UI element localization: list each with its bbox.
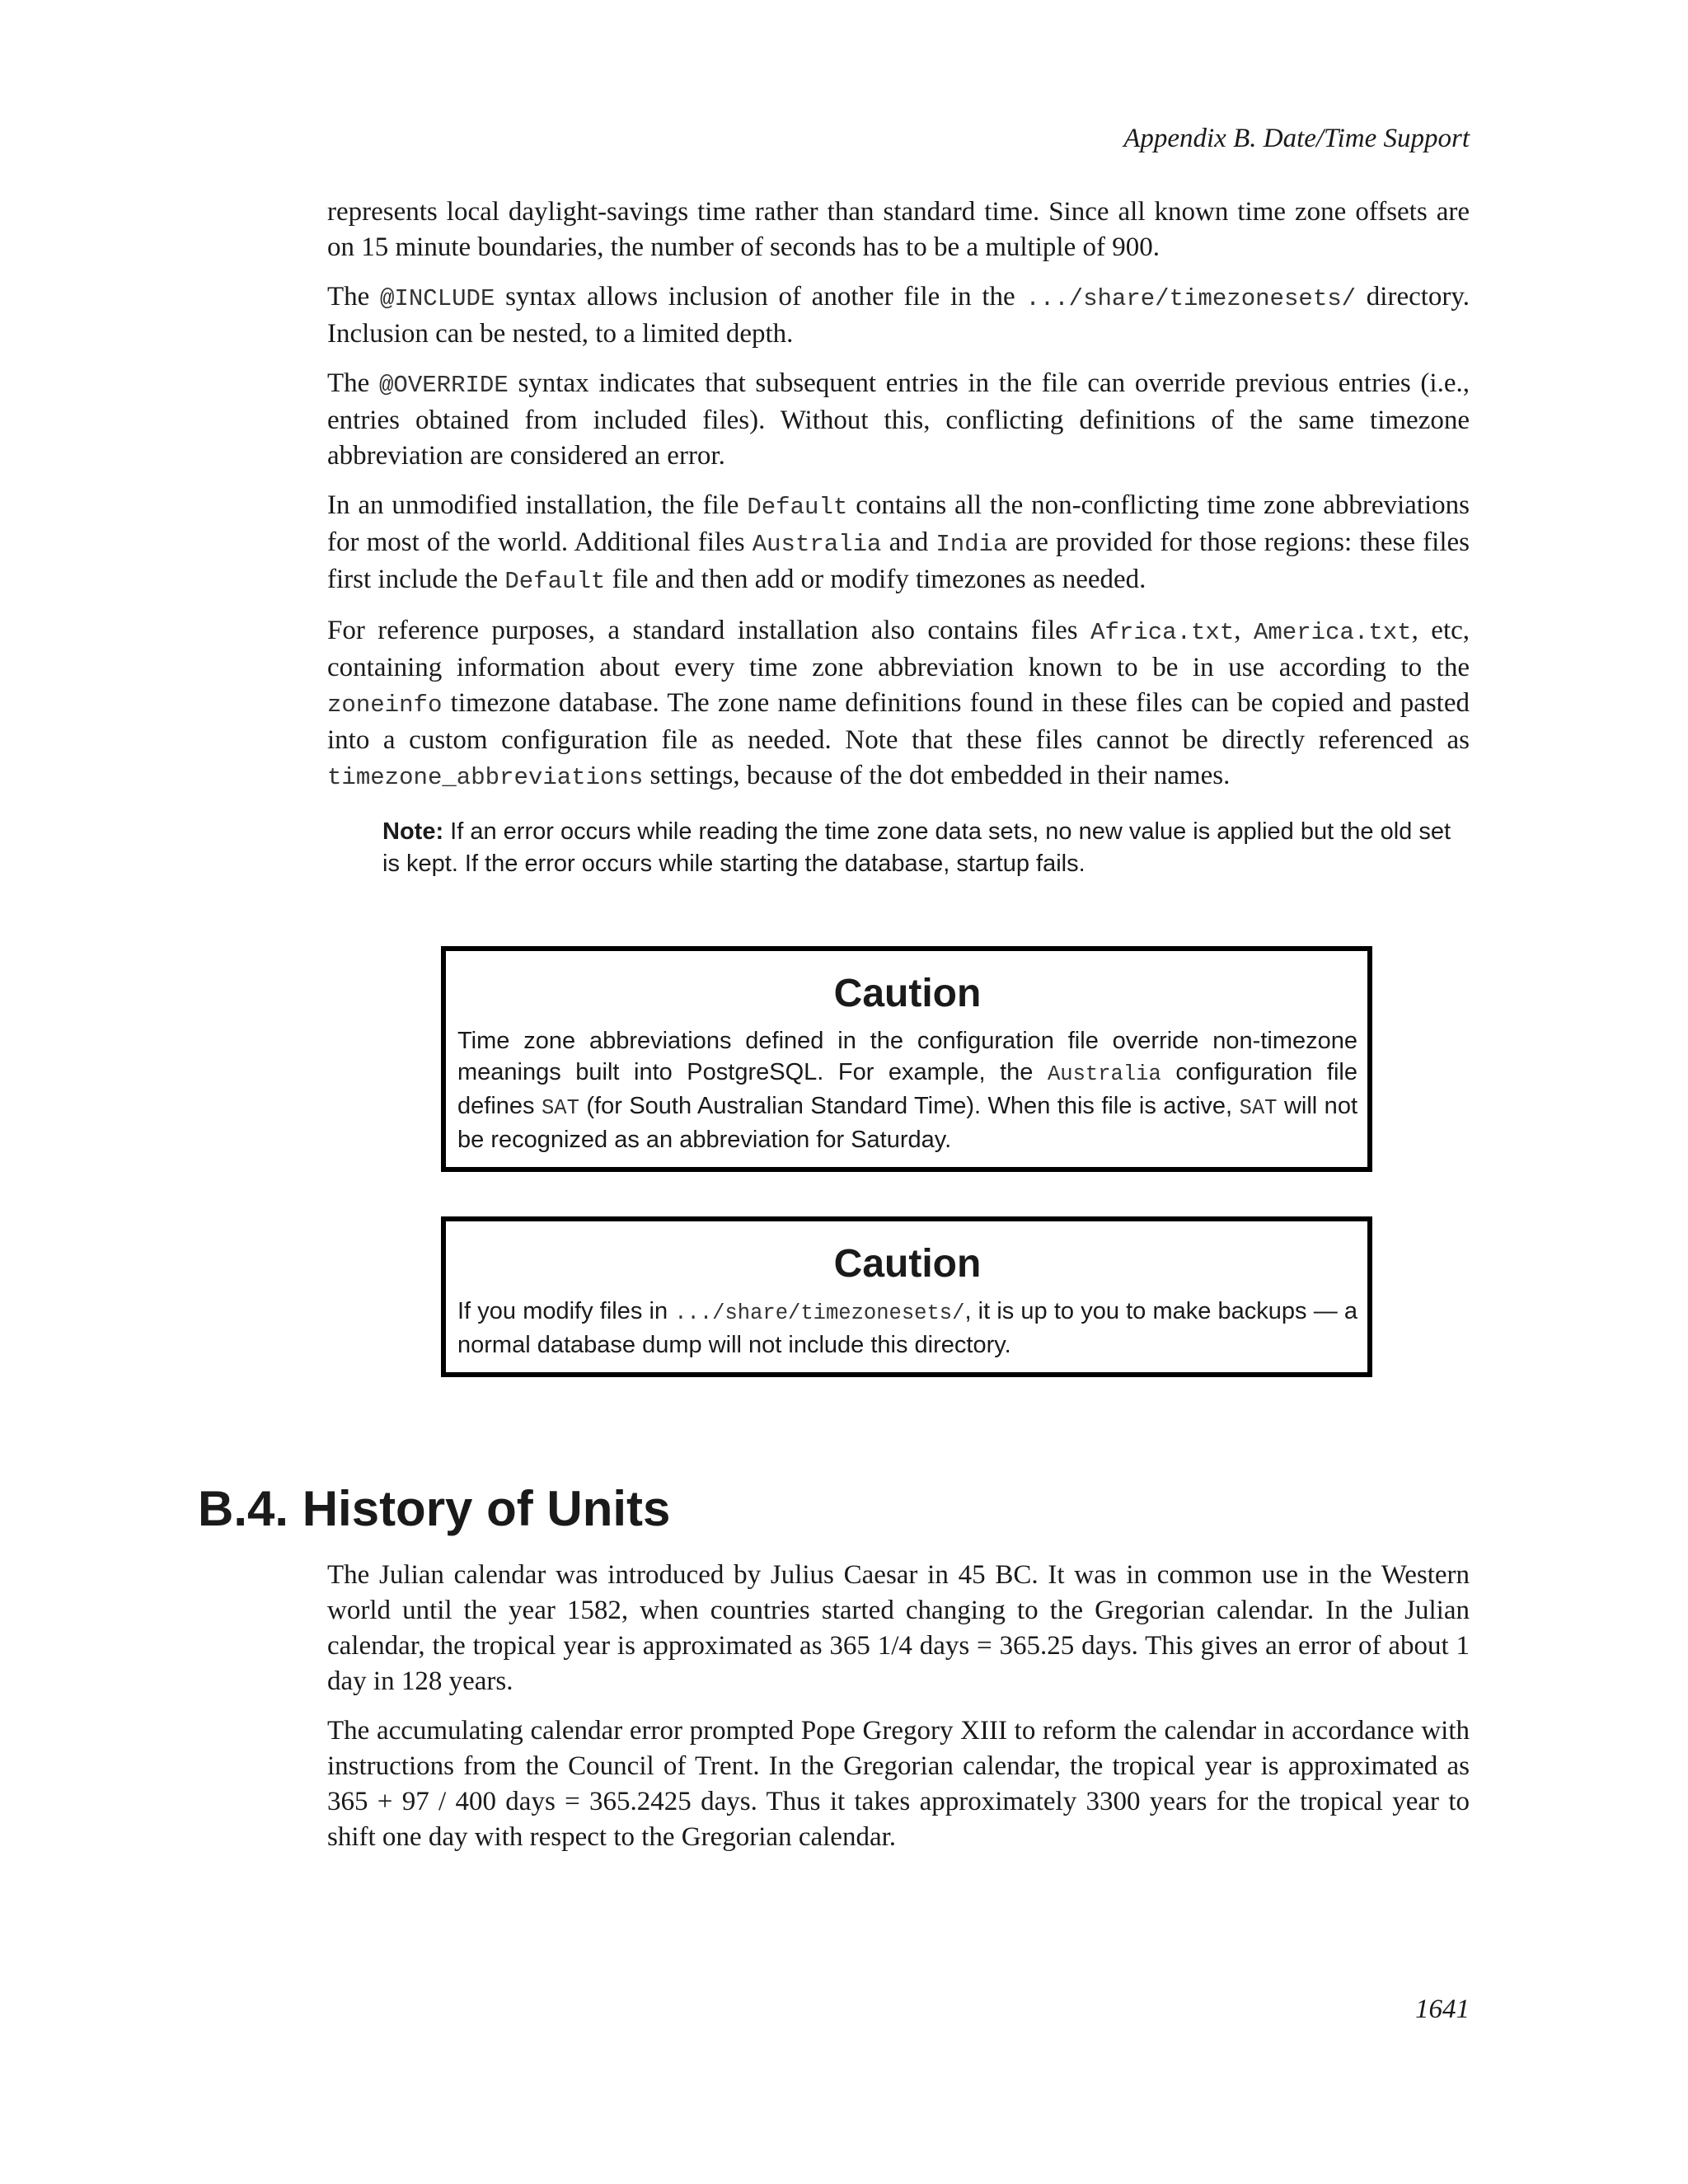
running-header: Appendix B. Date/Time Support [1123, 124, 1470, 153]
paragraph-reference-files: For reference purposes, a standard installation also contains files Africa.txt, America.txt, etc, containing information about every time zone abbreviation known to be in use according to the zoneinfo timezone database. The zone name definitions found in these files can be copied and pasted into a custom configuration file as needed. Note that these files cannot be directly referenced as timezone_abbreviations settings, because of the dot embedded in their names. [327, 616, 1470, 791]
code-australia-caution: Australia [1047, 1062, 1161, 1086]
code-zoneinfo: zoneinfo [327, 691, 443, 719]
caution-title: Caution [833, 1242, 982, 1286]
code-timezonesets-path: .../share/timezonesets/ [1025, 285, 1357, 312]
note-block [382, 816, 1470, 880]
paragraph-include-syntax: The @INCLUDE syntax allows inclusion of another file in the .../share/timezonesets/ directory. Inclusion can be nested, to a limited depth. [327, 282, 1470, 349]
note-label: Note: [382, 818, 444, 845]
body-text-top [327, 194, 1470, 809]
page-number: 1641 [1415, 1994, 1470, 2024]
code-timezonesets-path-caution: .../share/timezonesets/ [674, 1301, 965, 1325]
code-default-2: Default [504, 568, 606, 595]
code-sat: SAT [541, 1096, 579, 1120]
caution-text: If you modify files in .../share/timezonesets/, it is up to you to make backups — a normal database dump will not include this directory. [457, 1298, 1358, 1358]
code-india: India [935, 531, 1008, 558]
section-heading: B.4. History of Units [198, 1481, 671, 1536]
note-text: If an error occurs while reading the time zone data sets, no new value is applied but the old set is kept. If the error occurs while starting the database, startup fails. [382, 818, 1451, 877]
body-text-history [327, 1558, 1470, 1869]
code-timezone-abbreviations: timezone_abbreviations [327, 764, 644, 791]
paragraph-julian-calendar: The Julian calendar was introduced by Julius Caesar in 45 BC. It was in common use in the Western world until the year 1582, when countries started changing to the Gregorian calendar. In the Julian calendar, the tropical year is approximated as 365 1/4 days = 365.25 days. This gives an error of about 1 day in 128 years. [327, 1560, 1470, 1696]
code-default: Default [747, 494, 848, 521]
code-override: @OVERRIDE [378, 372, 509, 399]
code-australia: Australia [752, 531, 882, 558]
paragraph-gregorian-calendar: The accumulating calendar error prompted Pope Gregory XIII to reform the calendar in accordance with instructions from the Council of Trent. In the Gregorian calendar, the tropical year is approximated as 365 + 97 / 400 days = 365.2425 days. Thus it takes approximately 3300 years for the tropical year to shift one day with respect to the Gregorian calendar. [327, 1716, 1470, 1852]
caution-box-abbreviations [441, 946, 1372, 1172]
caution-text: Time zone abbreviations defined in the configuration file override non-timezone meanings built into PostgreSQL. For example, the Australia configuration file defines SAT (for South Australian Standard Time). When this file is active, SAT will not be recognized as an abbreviation for Saturday. [457, 1028, 1357, 1153]
code-america-txt: America.txt [1253, 619, 1412, 646]
caution-box-backups [441, 1216, 1372, 1377]
paragraph-default-file: In an unmodified installation, the file Default contains all the non-conflicting time zone abbreviations for most of the world. Additional files Australia and India are provided for those regions: these files first include the Default file and then add or modify timezones as needed. [327, 490, 1470, 595]
caution-title: Caution [833, 972, 982, 1015]
code-include: @INCLUDE [380, 285, 495, 312]
code-africa-txt: Africa.txt [1090, 619, 1235, 646]
paragraph-override-syntax: The @OVERRIDE syntax indicates that subsequent entries in the file can override previous entries (i.e., entries obtained from included files). Without this, conflicting definitions of the same timezone abbreviation are considered an error. [327, 368, 1470, 471]
paragraph-seconds-offset: represents local daylight-savings time rather than standard time. Since all known time zone offsets are on 15 minute boundaries, the number of seconds has to be a multiple of 900. [327, 197, 1470, 262]
code-sat-2: SAT [1239, 1096, 1278, 1120]
